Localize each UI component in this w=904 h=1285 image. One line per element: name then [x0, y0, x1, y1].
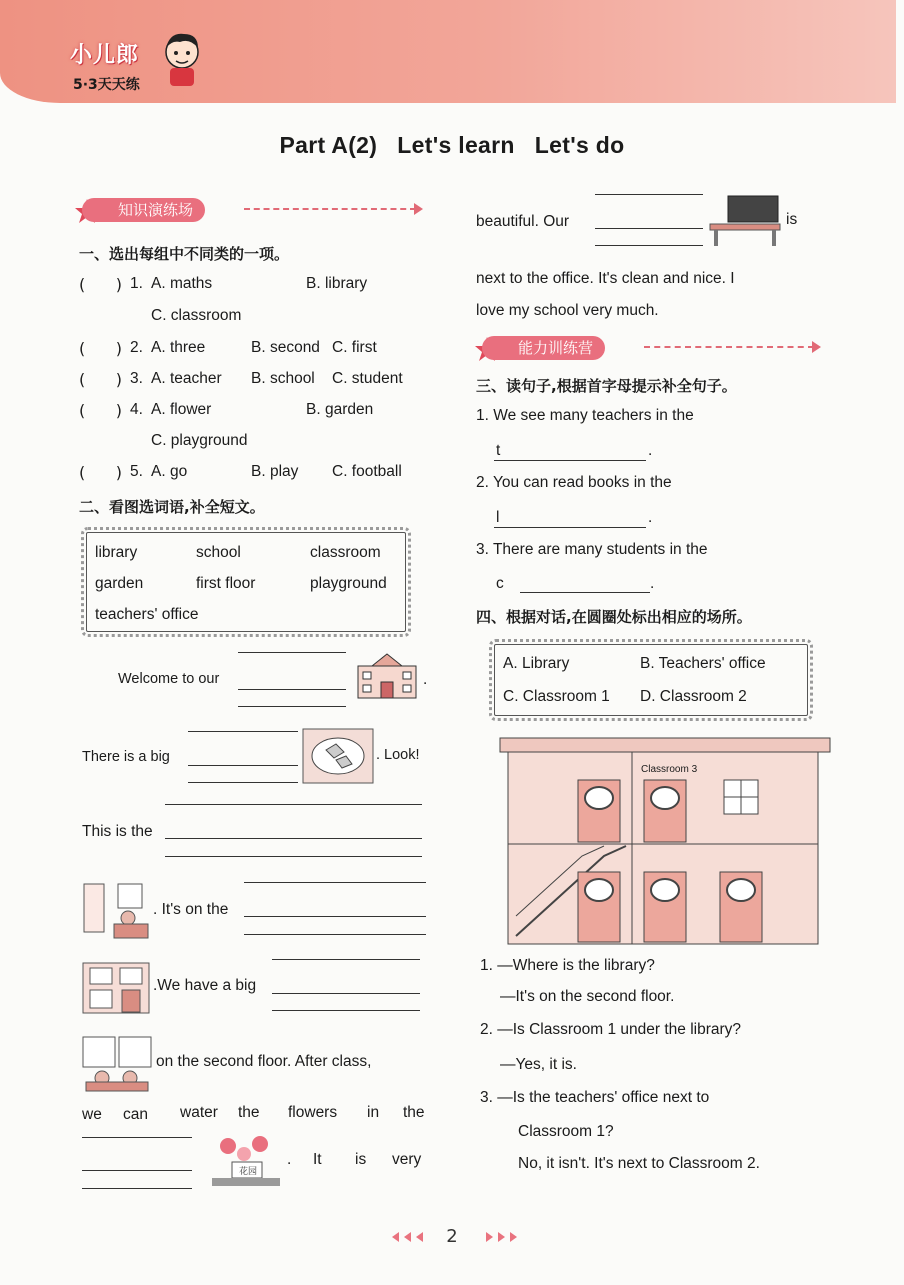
next-arrow-icon	[510, 1232, 517, 1242]
answer-paren[interactable]: ( )	[79, 401, 122, 420]
passage-word: in	[367, 1104, 380, 1121]
passage-s3: This is the	[82, 823, 153, 840]
answer-paren[interactable]: ( )	[79, 275, 122, 294]
blank-line[interactable]	[244, 934, 426, 935]
q1-number: 1.	[130, 275, 143, 292]
p3-sentence: 2. You can read books in the	[476, 474, 672, 491]
passage-word: is	[355, 1151, 367, 1168]
p3-sentence: 1. We see many teachers in the	[476, 407, 694, 424]
section-divider	[644, 346, 814, 350]
svg-text:花园: 花园	[239, 1167, 258, 1177]
blank-line[interactable]	[82, 1170, 192, 1171]
passage-word: the	[238, 1104, 260, 1121]
answer-paren[interactable]: ( )	[79, 463, 122, 482]
q2-option-b: B. second	[251, 339, 320, 356]
blank-line[interactable]	[238, 652, 346, 653]
word-bank-item: first floor	[196, 575, 256, 592]
blank-line[interactable]	[494, 460, 646, 461]
word-bank-item: playground	[310, 575, 387, 592]
passage-s2-end: . Look!	[376, 747, 420, 763]
q3-option-b: B. school	[251, 370, 315, 387]
word-bank-item: library	[95, 544, 138, 561]
passage-word: flowers	[288, 1104, 338, 1121]
q5-option-c: C. football	[332, 463, 402, 480]
teachers-office-icon	[82, 880, 150, 940]
section-knowledge-badge: 知识演练场	[82, 198, 205, 222]
dialogue-a: —It's on the second floor.	[500, 988, 675, 1005]
blank-line[interactable]	[238, 706, 346, 707]
q5-option-b: B. play	[251, 463, 299, 480]
q4-option-c: C. playground	[151, 432, 248, 449]
section-ability-badge: 能力训练营	[482, 336, 605, 360]
blank-line[interactable]	[272, 993, 420, 994]
part3-heading: 三、读句子,根据首字母提示补全句子。	[476, 377, 737, 395]
library-desk-icon	[708, 194, 782, 248]
passage-word: the	[403, 1104, 425, 1121]
p3-letter: l	[496, 509, 500, 526]
blank-line[interactable]	[165, 838, 422, 839]
q1-option-b: B. library	[306, 275, 368, 292]
p3-letter: t	[496, 442, 501, 459]
answer-paren[interactable]: ( )	[79, 339, 122, 358]
q4-option-a: A. flower	[151, 401, 212, 418]
passage-s1: Welcome to our	[118, 671, 220, 687]
word-bank-item: school	[196, 544, 241, 561]
blank-line[interactable]	[82, 1188, 192, 1189]
classroom-windows-icon	[82, 962, 150, 1014]
part2-heading: 二、看图选词语,补全短文。	[79, 498, 265, 516]
word-bank-item: teachers' office	[95, 606, 199, 623]
logo-series: 5·3天天练	[73, 77, 140, 93]
word-bank-item: classroom	[310, 544, 381, 561]
part1-heading: 一、选出每组中不同类的一项。	[79, 245, 290, 263]
dialogue-a: No, it isn't. It's next to Classroom 2.	[518, 1155, 760, 1172]
blank-line[interactable]	[188, 765, 298, 766]
option-item: D. Classroom 2	[640, 688, 747, 705]
blank-line[interactable]	[595, 194, 703, 195]
answer-circle	[585, 787, 613, 809]
q2-option-c: C. first	[332, 339, 377, 356]
q3-number: 3.	[130, 370, 143, 387]
blank-line[interactable]	[238, 689, 346, 690]
passage-s4: . It's on the	[153, 901, 229, 918]
q2-number: 2.	[130, 339, 143, 356]
q1-option-c: C. classroom	[151, 307, 242, 324]
option-item: C. Classroom 1	[503, 688, 610, 705]
flower-playground-icon	[302, 728, 374, 784]
q2-option-a: A. three	[151, 339, 206, 356]
p3-sentence: 3. There are many students in the	[476, 541, 708, 558]
classroom-3-label: Classroom 3	[641, 764, 698, 775]
blank-line[interactable]	[595, 228, 703, 229]
passage-s9a: beautiful. Our	[476, 213, 570, 230]
passage-word: can	[123, 1106, 148, 1123]
q4-option-b: B. garden	[306, 401, 374, 418]
dialogue-q: 2. —Is Classroom 1 under the library?	[480, 1021, 742, 1038]
blank-line[interactable]	[244, 882, 426, 883]
p3-end: .	[650, 575, 655, 592]
dialogue-a: —Yes, it is.	[500, 1056, 577, 1073]
arrow-head-icon	[812, 341, 821, 353]
garden-kids-icon	[82, 1036, 152, 1092]
blank-line[interactable]	[595, 245, 703, 246]
blank-line[interactable]	[165, 856, 422, 857]
passage-s10: next to the office. It's clean and nice. I	[476, 270, 735, 287]
q5-option-a: A. go	[151, 463, 188, 480]
passage-s1-end: .	[423, 671, 428, 688]
passage-word: very	[392, 1151, 422, 1168]
p3-letter: c	[496, 575, 504, 592]
dialogue-q: 3. —Is the teachers' office next to	[480, 1089, 710, 1106]
passage-word: we	[82, 1106, 102, 1123]
page-number: 2	[446, 1226, 458, 1247]
option-item: A. Library	[503, 655, 570, 672]
next-arrow-icon	[498, 1232, 505, 1242]
passage-s2: There is a big	[82, 749, 170, 765]
q1-option-a: A. maths	[151, 275, 213, 292]
blank-line[interactable]	[82, 1137, 192, 1138]
q3-option-c: C. student	[332, 370, 403, 387]
blank-line[interactable]	[272, 1010, 420, 1011]
q5-number: 5.	[130, 463, 143, 480]
q4-number: 4.	[130, 401, 143, 418]
next-arrow-icon	[486, 1232, 493, 1242]
blank-line[interactable]	[520, 592, 650, 593]
school-building-icon	[352, 650, 422, 702]
passage-s6: on the second floor. After class,	[156, 1053, 372, 1070]
q3-option-a: A. teacher	[151, 370, 222, 387]
page-title: Part A(2) Let's learn Let's do	[279, 132, 625, 158]
blank-line[interactable]	[272, 959, 420, 960]
section-divider	[244, 208, 416, 212]
blank-line[interactable]	[188, 731, 298, 732]
p3-end: .	[648, 442, 653, 459]
blank-line[interactable]	[165, 804, 422, 805]
passage-s5: .We have a big	[153, 977, 257, 994]
passage-word: water	[180, 1104, 218, 1121]
passage-word: It	[313, 1151, 322, 1168]
option-item: B. Teachers' office	[640, 655, 766, 672]
logo-brand: 小儿郎	[70, 43, 140, 68]
arrow-head-icon	[414, 203, 423, 215]
dialogue-q-cont: Classroom 1?	[518, 1123, 614, 1140]
passage-s9b: is	[786, 211, 798, 228]
p3-end: .	[648, 509, 653, 526]
blank-line[interactable]	[244, 916, 426, 917]
blank-line[interactable]	[188, 782, 298, 783]
answer-paren[interactable]: ( )	[79, 370, 122, 389]
part4-heading: 四、根据对话,在圆圈处标出相应的场所。	[476, 608, 752, 626]
passage-s11: love my school very much.	[476, 302, 659, 319]
dialogue-q: 1. —Where is the library?	[480, 957, 655, 974]
passage-word: .	[287, 1151, 292, 1168]
flower-garden-icon	[208, 1134, 284, 1188]
cartoon-boy-icon	[160, 30, 204, 90]
blank-line[interactable]	[494, 527, 646, 528]
word-bank-item: garden	[95, 575, 144, 592]
